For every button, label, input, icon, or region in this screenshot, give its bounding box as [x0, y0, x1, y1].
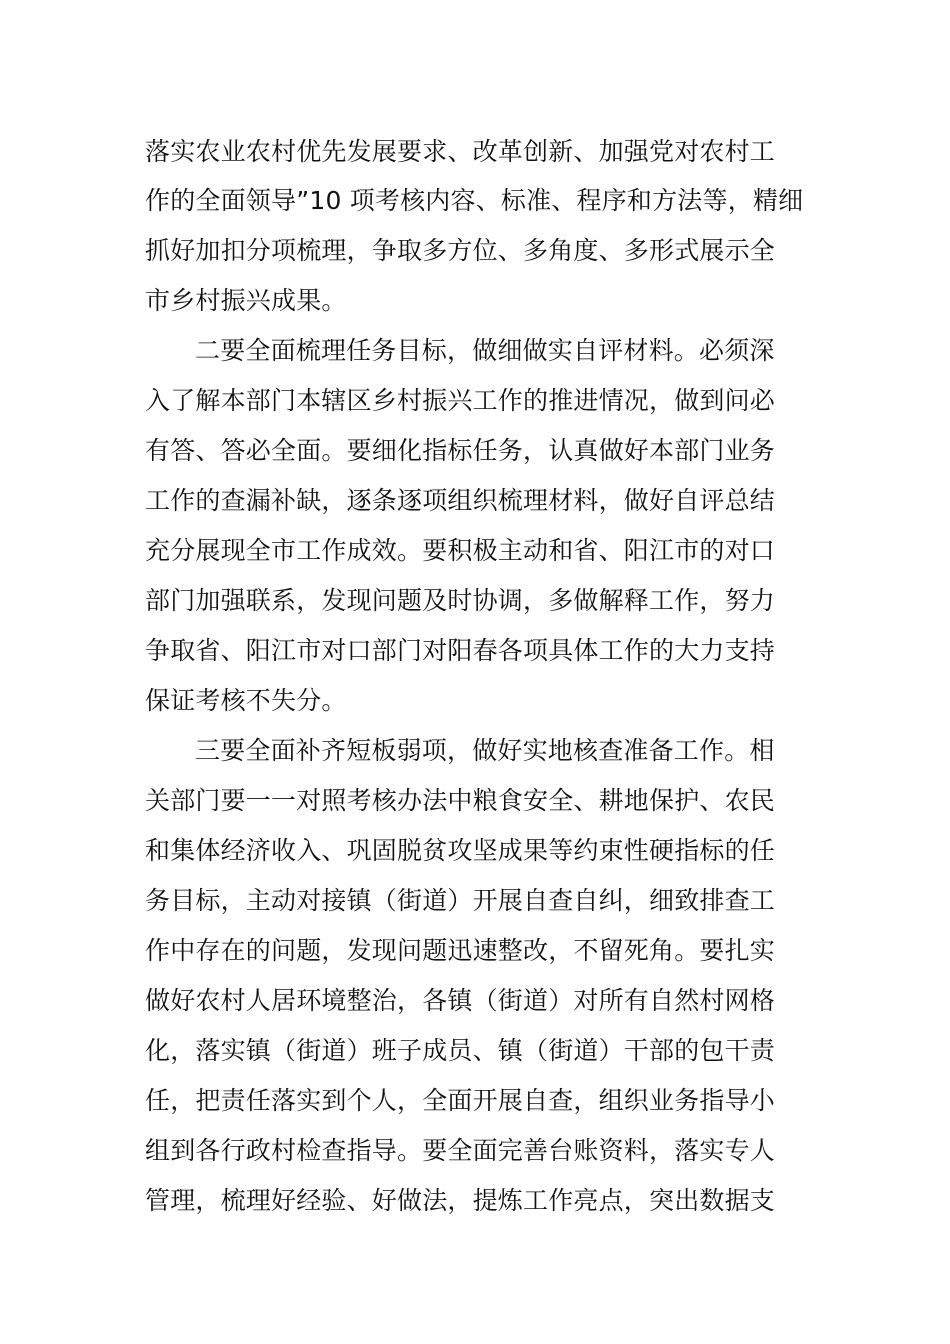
text-line: 组到各行政村检查指导。要全面完善台账资料，落实专人 — [145, 1136, 776, 1165]
paragraph-2-first-line: 二要全面梳理任务目标，做细做实自评材料。必须深 — [195, 336, 775, 365]
text-line: 落实农业农村优先发展要求、改革创新、加强党对农村工 — [145, 137, 776, 166]
text-line: 化，落实镇（街道）班子成员、镇（街道）干部的包干责 — [145, 1036, 776, 1065]
text-line: 务目标，主动对接镇（街道）开展自查自纠，细致排查工 — [145, 886, 776, 915]
text-line: 管理，梳理好经验、好做法，提炼工作亮点，突出数据支 — [145, 1186, 776, 1215]
text-line: 争取省、阳江市对口部门对阳春各项具体工作的大力支持 — [145, 636, 776, 665]
text-line: 部门加强联系，发现问题及时协调，多做解释工作，努力 — [145, 586, 776, 615]
text-line: 充分展现全市工作成效。要积极主动和省、阳江市的对口 — [145, 536, 776, 565]
text-line: 保证考核不失分。 — [145, 686, 347, 715]
text-line: 关部门要一一对照考核办法中粮食安全、耕地保护、农民 — [145, 786, 776, 815]
text-line: 抓好加扣分项梳理，争取多方位、多角度、多形式展示全 — [145, 236, 776, 265]
paragraph-3-first-line: 三要全面补齐短板弱项，做好实地核查准备工作。相 — [195, 736, 775, 765]
text-line: 做好农村人居环境整治，各镇（街道）对所有自然村网格 — [145, 986, 776, 1015]
text-line: 工作的查漏补缺，逐条逐项组织梳理材料，做好自评总结 — [145, 486, 776, 515]
text-line: 市乡村振兴成果。 — [145, 286, 347, 315]
text-line: 和集体经济收入、巩固脱贫攻坚成果等约束性硬指标的任 — [145, 836, 776, 865]
text-line: 有答、答必全面。要细化指标任务，认真做好本部门业务 — [145, 436, 776, 465]
text-line: 作的全面领导”10 项考核内容、标准、程序和方法等，精细 — [145, 186, 804, 215]
text-line: 任，把责任落实到个人，全面开展自查，组织业务指导小 — [145, 1086, 776, 1115]
text-line: 作中存在的问题，发现问题迅速整改，不留死角。要扎实 — [145, 936, 776, 965]
text-line: 入了解本部门本辖区乡村振兴工作的推进情况，做到问必 — [145, 386, 776, 415]
